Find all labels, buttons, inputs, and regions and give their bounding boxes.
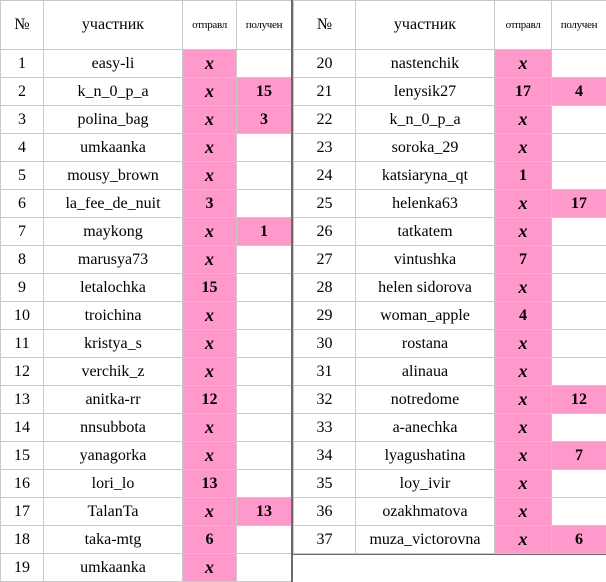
participant-name: ozakhmatova bbox=[356, 498, 495, 526]
table-row bbox=[294, 498, 606, 526]
participant-name: helenka63 bbox=[356, 190, 495, 218]
table-row bbox=[294, 50, 606, 78]
received-value bbox=[552, 414, 606, 442]
row-number: 12 bbox=[1, 358, 44, 386]
received-value bbox=[552, 274, 606, 302]
row-number: 26 bbox=[294, 218, 356, 246]
received-value: 17 bbox=[552, 190, 606, 218]
row-number: 1 bbox=[1, 50, 44, 78]
received-value bbox=[552, 302, 606, 330]
participant-name: vintushka bbox=[356, 246, 495, 274]
participant-name: maykong bbox=[44, 218, 183, 246]
table-row bbox=[1, 442, 292, 470]
received-value bbox=[552, 470, 606, 498]
received-value bbox=[237, 414, 292, 442]
received-value: 15 bbox=[237, 78, 292, 106]
table-row bbox=[1, 162, 292, 190]
table-row bbox=[1, 470, 292, 498]
table-row bbox=[1, 302, 292, 330]
sent-value: 13 bbox=[183, 470, 237, 498]
table-row bbox=[294, 218, 606, 246]
table-row bbox=[294, 302, 606, 330]
row-number: 7 bbox=[1, 218, 44, 246]
table-row bbox=[294, 470, 606, 498]
participant-name: notredome bbox=[356, 386, 495, 414]
table-row bbox=[294, 162, 606, 190]
participant-name: a-anechka bbox=[356, 414, 495, 442]
received-value bbox=[237, 554, 292, 582]
participant-name: umkaanka bbox=[44, 134, 183, 162]
table-row bbox=[294, 190, 606, 218]
header-row bbox=[294, 1, 606, 50]
received-value bbox=[237, 386, 292, 414]
sent-x-mark: x bbox=[495, 330, 552, 358]
table-row bbox=[294, 106, 606, 134]
row-number: 34 bbox=[294, 442, 356, 470]
sent-x-mark: x bbox=[495, 50, 552, 78]
row-number: 28 bbox=[294, 274, 356, 302]
row-number: 2 bbox=[1, 78, 44, 106]
row-number: 32 bbox=[294, 386, 356, 414]
row-number: 20 bbox=[294, 50, 356, 78]
received-value bbox=[237, 330, 292, 358]
received-value: 7 bbox=[552, 442, 606, 470]
received-value bbox=[552, 134, 606, 162]
table-row bbox=[294, 442, 606, 470]
participant-name: easy-li bbox=[44, 50, 183, 78]
received-value bbox=[237, 134, 292, 162]
participant-name: kristya_s bbox=[44, 330, 183, 358]
table-row bbox=[1, 498, 292, 526]
row-number: 16 bbox=[1, 470, 44, 498]
header-participant: участник bbox=[356, 1, 495, 50]
participant-name: k_n_0_p_a bbox=[356, 106, 495, 134]
sent-x-mark: x bbox=[495, 442, 552, 470]
table-row bbox=[294, 330, 606, 358]
received-value: 6 bbox=[552, 526, 606, 554]
table-row bbox=[1, 414, 292, 442]
row-number: 15 bbox=[1, 442, 44, 470]
sent-value: 1 bbox=[495, 162, 552, 190]
sent-x-mark: x bbox=[495, 106, 552, 134]
received-value bbox=[552, 218, 606, 246]
participant-name: letalochka bbox=[44, 274, 183, 302]
sent-value: 17 bbox=[495, 78, 552, 106]
row-number: 10 bbox=[1, 302, 44, 330]
sent-x-mark: x bbox=[183, 218, 237, 246]
participant-name: polina_bag bbox=[44, 106, 183, 134]
table-row bbox=[294, 414, 606, 442]
received-value bbox=[237, 50, 292, 78]
sent-x-mark: x bbox=[183, 414, 237, 442]
participant-name: muza_victorovna bbox=[356, 526, 495, 554]
sent-value: 7 bbox=[495, 246, 552, 274]
sent-x-mark: x bbox=[495, 414, 552, 442]
received-value: 1 bbox=[237, 218, 292, 246]
row-number: 4 bbox=[1, 134, 44, 162]
participant-name: yanagorka bbox=[44, 442, 183, 470]
row-number: 24 bbox=[294, 162, 356, 190]
row-number: 25 bbox=[294, 190, 356, 218]
received-value: 4 bbox=[552, 78, 606, 106]
table-row bbox=[294, 134, 606, 162]
sent-value: 12 bbox=[183, 386, 237, 414]
table-row bbox=[1, 554, 292, 582]
participant-name: alinaua bbox=[356, 358, 495, 386]
row-number: 37 bbox=[294, 526, 356, 554]
received-value bbox=[237, 246, 292, 274]
received-value bbox=[237, 302, 292, 330]
participant-name: tatkatem bbox=[356, 218, 495, 246]
header-num: № bbox=[294, 1, 356, 50]
row-number: 19 bbox=[1, 554, 44, 582]
row-number: 27 bbox=[294, 246, 356, 274]
right-table-bottom-border bbox=[293, 554, 606, 555]
row-number: 18 bbox=[1, 526, 44, 554]
row-number: 22 bbox=[294, 106, 356, 134]
received-value bbox=[552, 330, 606, 358]
participant-name: k_n_0_p_a bbox=[44, 78, 183, 106]
received-value bbox=[552, 106, 606, 134]
sent-x-mark: x bbox=[183, 78, 237, 106]
row-number: 9 bbox=[1, 274, 44, 302]
sent-x-mark: x bbox=[495, 358, 552, 386]
received-value: 13 bbox=[237, 498, 292, 526]
participant-name: woman_apple bbox=[356, 302, 495, 330]
row-number: 30 bbox=[294, 330, 356, 358]
sent-x-mark: x bbox=[183, 442, 237, 470]
received-value bbox=[237, 190, 292, 218]
sent-x-mark: x bbox=[183, 302, 237, 330]
sent-value: 3 bbox=[183, 190, 237, 218]
row-number: 3 bbox=[1, 106, 44, 134]
header-participant: участник bbox=[44, 1, 183, 50]
participant-name: anitka-rr bbox=[44, 386, 183, 414]
row-number: 35 bbox=[294, 470, 356, 498]
sent-x-mark: x bbox=[495, 190, 552, 218]
row-number: 21 bbox=[294, 78, 356, 106]
participant-name: TalanTa bbox=[44, 498, 183, 526]
table-row bbox=[294, 358, 606, 386]
row-number: 29 bbox=[294, 302, 356, 330]
header-sent: отправл bbox=[495, 1, 552, 50]
received-value: 12 bbox=[552, 386, 606, 414]
sent-x-mark: x bbox=[495, 274, 552, 302]
sent-x-mark: x bbox=[495, 386, 552, 414]
sent-x-mark: x bbox=[495, 498, 552, 526]
row-number: 17 bbox=[1, 498, 44, 526]
received-value bbox=[552, 358, 606, 386]
participant-name: rostana bbox=[356, 330, 495, 358]
row-number: 31 bbox=[294, 358, 356, 386]
sent-x-mark: x bbox=[183, 498, 237, 526]
table-row bbox=[294, 246, 606, 274]
table-row bbox=[294, 386, 606, 414]
participant-name: katsiaryna_qt bbox=[356, 162, 495, 190]
participants-table-right bbox=[293, 0, 606, 554]
sent-x-mark: x bbox=[183, 330, 237, 358]
header-received: получен bbox=[237, 1, 292, 50]
received-value bbox=[552, 50, 606, 78]
header-row bbox=[1, 1, 292, 50]
table-row bbox=[1, 246, 292, 274]
participant-name: lori_lo bbox=[44, 470, 183, 498]
table-row bbox=[1, 50, 292, 78]
sent-x-mark: x bbox=[183, 134, 237, 162]
participant-name: la_fee_de_nuit bbox=[44, 190, 183, 218]
received-value bbox=[237, 526, 292, 554]
participant-name: nastenchik bbox=[356, 50, 495, 78]
participant-name: umkaanka bbox=[44, 554, 183, 582]
sent-x-mark: x bbox=[183, 50, 237, 78]
sent-value: 4 bbox=[495, 302, 552, 330]
table-row bbox=[1, 218, 292, 246]
participant-name: lenysik27 bbox=[356, 78, 495, 106]
table-row bbox=[294, 526, 606, 554]
table-row bbox=[294, 78, 606, 106]
participant-name: verchik_z bbox=[44, 358, 183, 386]
participants-table-left bbox=[0, 0, 292, 582]
participant-name: taka-mtg bbox=[44, 526, 183, 554]
row-number: 11 bbox=[1, 330, 44, 358]
sent-x-mark: x bbox=[183, 162, 237, 190]
table-row bbox=[1, 526, 292, 554]
sent-x-mark: x bbox=[183, 106, 237, 134]
row-number: 14 bbox=[1, 414, 44, 442]
received-value bbox=[237, 358, 292, 386]
participant-name: marusya73 bbox=[44, 246, 183, 274]
received-value bbox=[237, 274, 292, 302]
participant-name: loy_ivir bbox=[356, 470, 495, 498]
sent-x-mark: x bbox=[495, 470, 552, 498]
table-row bbox=[1, 190, 292, 218]
table-row bbox=[1, 134, 292, 162]
participant-name: nnsubbota bbox=[44, 414, 183, 442]
header-num: № bbox=[1, 1, 44, 50]
sent-x-mark: x bbox=[183, 554, 237, 582]
column-divider bbox=[291, 0, 293, 582]
received-value bbox=[237, 470, 292, 498]
header-sent: отправл bbox=[183, 1, 237, 50]
participant-name: lyagushatina bbox=[356, 442, 495, 470]
table-row bbox=[1, 78, 292, 106]
row-number: 33 bbox=[294, 414, 356, 442]
row-number: 36 bbox=[294, 498, 356, 526]
table-row bbox=[1, 274, 292, 302]
participant-name: soroka_29 bbox=[356, 134, 495, 162]
received-value: 3 bbox=[237, 106, 292, 134]
table-row bbox=[294, 274, 606, 302]
table-row bbox=[1, 358, 292, 386]
sent-x-mark: x bbox=[183, 358, 237, 386]
sent-x-mark: x bbox=[495, 134, 552, 162]
row-number: 13 bbox=[1, 386, 44, 414]
received-value bbox=[237, 162, 292, 190]
row-number: 5 bbox=[1, 162, 44, 190]
sent-x-mark: x bbox=[495, 218, 552, 246]
participant-name: helen sidorova bbox=[356, 274, 495, 302]
table-row bbox=[1, 330, 292, 358]
row-number: 23 bbox=[294, 134, 356, 162]
participant-name: troichina bbox=[44, 302, 183, 330]
table-row bbox=[1, 386, 292, 414]
header-received: получен bbox=[552, 1, 606, 50]
row-number: 8 bbox=[1, 246, 44, 274]
row-number: 6 bbox=[1, 190, 44, 218]
table-row bbox=[1, 106, 292, 134]
sent-x-mark: x bbox=[183, 246, 237, 274]
received-value bbox=[552, 498, 606, 526]
sent-value: 6 bbox=[183, 526, 237, 554]
sent-x-mark: x bbox=[495, 526, 552, 554]
received-value bbox=[552, 246, 606, 274]
received-value bbox=[552, 162, 606, 190]
sent-value: 15 bbox=[183, 274, 237, 302]
participant-name: mousy_brown bbox=[44, 162, 183, 190]
received-value bbox=[237, 442, 292, 470]
